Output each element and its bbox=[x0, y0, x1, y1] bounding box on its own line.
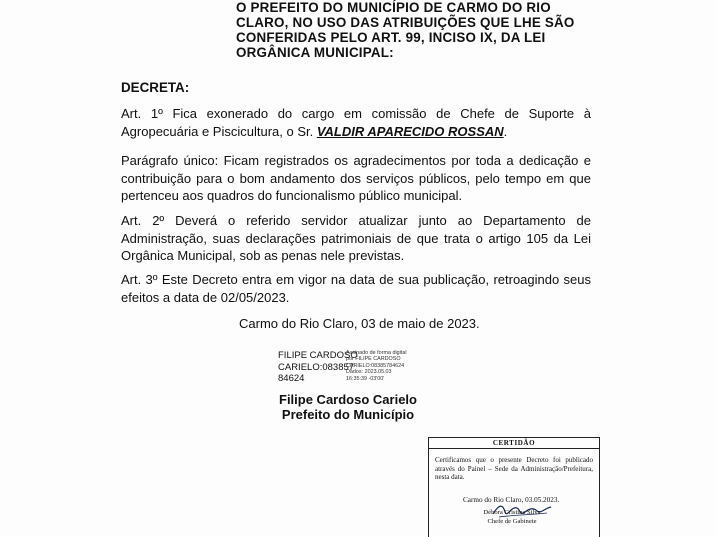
signature-detail-line: por FILIPE CARDOSO bbox=[346, 356, 401, 363]
certidao-date: Carmo do Rio Claro, 03.05.2023. bbox=[463, 496, 560, 504]
signature-detail-line: Dados: 2023.05.03 bbox=[346, 369, 392, 376]
certidao-title: CERTIDÃO bbox=[429, 438, 599, 449]
paragrafo-unico: Parágrafo único: Ficam registrados os agradecimentos por toda a dedicação e contribuição para o bom andamento dos serviços públicos, pelo tempo em que pertenceu aos quadros do funcionalismo público municipal. bbox=[121, 153, 591, 203]
article-1 bbox=[121, 105, 591, 140]
signature-detail-line: 16:35:39 -03'00' bbox=[346, 375, 385, 382]
signature-name-line: FILIPE CARDOSO bbox=[278, 350, 358, 361]
preamble-line: ORGÂNICA MUNICIPAL: bbox=[236, 45, 394, 60]
digital-signature-name bbox=[278, 350, 358, 385]
certidao-signer-name: Débora Cristina Silva bbox=[483, 509, 541, 516]
signer-name: Filipe Cardoso Carielo bbox=[279, 392, 417, 407]
certidao-box bbox=[428, 437, 600, 537]
article-3: Art. 3º Este Decreto entra em vigor na data de sua publicação, retroagindo seus efeitos a data de 02/05/2023. bbox=[121, 272, 591, 305]
digital-signature-details bbox=[346, 350, 407, 382]
signature-name-line: 84624 bbox=[278, 373, 305, 384]
preamble-line: CONFERIDAS PELO ART. 99, INCISO IX, DA LEI bbox=[236, 30, 546, 45]
certidao-signer-title: Chefe de Gabinete bbox=[487, 517, 537, 525]
digital-signature-stamp bbox=[278, 350, 438, 386]
certidao-signer bbox=[475, 509, 549, 526]
article-1-end: . bbox=[503, 123, 508, 139]
signer-title: Prefeito do Município bbox=[281, 407, 415, 422]
signature-name-line: CARIELO:083857 bbox=[278, 361, 355, 373]
place-and-date: Carmo do Rio Claro, 03 de maio de 2023. bbox=[239, 316, 480, 331]
certidao-body: Certificamos que o presente Decreto foi publicado através do Painel – Sede da Administração/Prefeitura, nesta data. bbox=[435, 456, 593, 482]
decreta-heading: DECRETA: bbox=[121, 80, 190, 95]
preamble-line: CLARO, NO USO DAS ATRIBUIÇÕES QUE LHE SÃO bbox=[236, 15, 575, 30]
exonerated-person-name: VALDIR APARECIDO ROSSAN bbox=[316, 123, 504, 139]
preamble-line: O PREFEITO DO MUNICÍPIO DE CARMO DO RIO bbox=[236, 0, 551, 15]
signer-block bbox=[276, 392, 420, 422]
signature-detail-line: CARIELO:08385784624 bbox=[346, 362, 405, 369]
article-2: Art. 2º Deverá o referido servidor atualizar junto ao Departamento de Administração, suas declarações patrimoniais de que trata o artigo 105 da Lei Orgânica Municipal, sob as penas nele previstas. bbox=[121, 213, 591, 263]
article-1-text: Art. 1º Fica exonerado do cargo em comissão de Chefe de Suporte à Agropecuária e Piscicultura, o Sr. bbox=[121, 106, 591, 139]
decree-preamble bbox=[236, 0, 596, 60]
signature-detail-line: Assinado de forma digital bbox=[346, 350, 407, 356]
